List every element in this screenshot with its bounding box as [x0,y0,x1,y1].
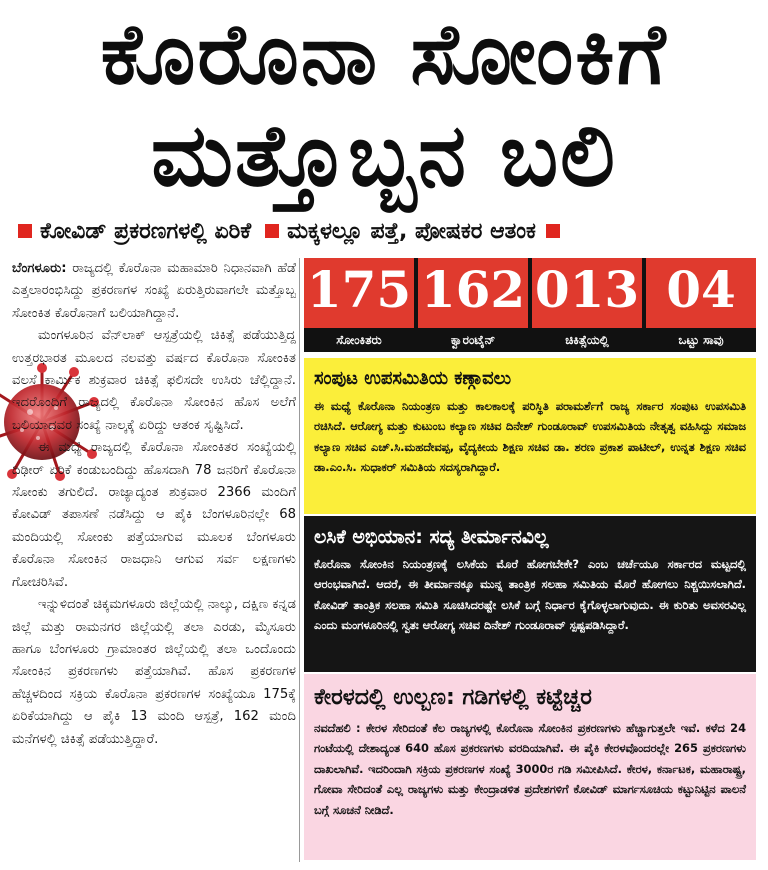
dateline: ಬೆಂಗಳೂರು: [12,261,67,276]
stat-infected [304,258,414,352]
red-square-bullet-icon [265,224,279,238]
box-title: ಲಸಿಕೆ ಅಭಿಯಾನ: ಸದ್ಯ ತೀರ್ಮಾನವಿಲ್ಲ [314,526,549,548]
box-title: ಕೇರಳದಲ್ಲಿ ಉಲ್ಬಣ: ಗಡಿಗಳಲ್ಲಿ ಕಟ್ಟೆಚ್ಚರ [314,685,592,710]
box-text: ನವದೆಹಲಿ : ಕೇರಳ ಸೇರಿದಂತೆ ಕೆಲ ರಾಜ್ಯಗಳಲ್ಲಿ ಕೊರೊನಾ ಸೋಂಕಿನ ಪ್ರಕರಣಗಳು ಹೆಚ್ಚಾಗುತ್ತಲೇ ಇವೆ. ಕಳೆದ 24 ಗಂಟೆಯಲ್ಲಿ ದೇಶಾದ್ಯಂತ 640 ಹೊಸ ಪ್ರಕರಣಗಳು ವರದಿಯಾಗಿವೆ. ಈ ಪೈಕಿ ಕೇರಳವೊಂದರಲ್ಲೇ 265 ಪ್ರಕರಣಗಳು ದಾಖಲಾಗಿವೆ. ಇದರಿಂದಾಗಿ ಸಕ್ರಿಯ ಪ್ರಕರಣಗಳ ಸಂಖ್ಯೆ 3000ರ ಗಡಿ ಸಮೀಪಿಸಿದೆ. ಕೇರಳ, ಕರ್ನಾಟಕ, ಮಹಾರಾಷ್ಟ್ರ, ಗೋವಾ ಸೇರಿದಂತೆ ಎಲ್ಲ ರಾಜ್ಯಗಳು ಮತ್ತು ಕೇಂದ್ರಾಡಳಿತ ಪ್ರದೇಶಗಳಿಗೆ ಕೋವಿಡ್ ಮಾರ್ಗಸೂಚಿಯ ಕಟ್ಟುನಿಟ್ಟಿನ ಪಾಲನೆ ಬಗ್ಗೆ ಸೂಚನೆ ನೀಡಿದೆ. [314,721,746,817]
article-paragraph: ಈ ಮಧ್ಯೆ ರಾಜ್ಯದಲ್ಲಿ ಕೊರೊನಾ ಸೋಂಕಿತರ ಸಂಖ್ಯೆಯಲ್ಲಿ ದಿಢೀರ್ ಏರಿಕೆ ಕಂಡುಬಂದಿದ್ದು ಹೊಸದಾಗಿ 78 ಜನರಿಗೆ ಕೊರೊನಾ ಸೋಂಕು ತಗುಲಿದೆ. ರಾಜ್ಯಾದ್ಯಂತ ಶುಕ್ರವಾರ 2366 ಮಂದಿಗೆ ಕೋವಿಡ್ ತಪಾಸಣೆ ನಡೆಸಿದ್ದು ಆ ಪೈಕಿ ಬೆಂಗಳೂರಿನಲ್ಲೇ 68 ಮಂದಿಯಲ್ಲಿ ಸೋಂಕು ಪತ್ತೆಯಾಗುವ ಮೂಲಕ ಬೆಂಗಳೂರು ಕೊರೊನಾ ಸೋಂಕಿನ ರಾಜಧಾನಿ ಆಗುವ ಸರ್ವ ಲಕ್ಷಣಗಳು ಗೋಚರಿಸಿವೆ. [12,440,296,590]
headline-line-2: ಮತ್ತೊಬ್ಬನ ಬಲಿ [151,106,617,206]
box-text: ಈ ಮಧ್ಯೆ ಕೊರೊನಾ ನಿಯಂತ್ರಣ ಮತ್ತು ಕಾಲಕಾಲಕ್ಕೆ ಪರಿಸ್ಥಿತಿ ಪರಾಮರ್ಶೆಗೆ ರಾಜ್ಯ ಸರ್ಕಾರ ಸಂಪುಟ ಉಪಸಮಿತಿ ರಚಿಸಿದೆ. ಆರೋಗ್ಯ ಮತ್ತು ಕುಟುಂಬ ಕಲ್ಯಾಣ ಸಚಿವ ದಿನೇಶ್ ಗುಂಡೂರಾವ್ ಉಪಸಮಿತಿಯ ನೇತೃತ್ವ ವಹಿಸಿದ್ದು ಸಮಾಜ ಕಲ್ಯಾಣ ಸಚಿವ ಎಚ್.ಸಿ.ಮಹದೇವಪ್ಪ, ವೈದ್ಯಕೀಯ ಶಿಕ್ಷಣ ಸಚಿವ ಡಾ. ಶರಣ ಪ್ರಕಾಶ ಪಾಟೀಲ್, ಉನ್ನತ ಶಿಕ್ಷಣ ಸಚಿವ ಡಾ.ಎಂ.ಸಿ. ಸುಧಾಕರ್ ಸಮಿತಿಯ ಸದಸ್ಯರಾಗಿದ್ದಾರೆ. [314,399,746,475]
stat-quarantine [418,258,528,352]
box-title: ಸಂಪುಟ ಉಪಸಮಿತಿಯ ಕಣ್ಗಾವಲು [314,368,512,389]
red-square-bullet-icon [18,224,32,238]
subhead-1: ಕೋವಿಡ್ ಪ್ರಕರಣಗಳಲ್ಲಿ ಏರಿಕೆ [40,218,252,244]
stat-label: ಚಿಕಿತ್ಸೆಯಲ್ಲಿ [532,328,642,352]
stat-label: ಕ್ವಾರಂಟೈನ್ [418,328,528,352]
stat-label: ಸೋಂಕಿತರು [304,328,414,352]
subheadline-bar [14,213,758,249]
stat-treatment [532,258,642,352]
headline-line-1: ಕೊರೊನಾ ಸೋಂಕಿಗೆ [100,5,668,103]
stat-value: 162 [420,260,526,319]
article-paragraph: ಬೆಂಗಳೂರು: ರಾಜ್ಯದಲ್ಲಿ ಕೊರೊನಾ ಮಹಾಮಾರಿ ನಿಧಾನವಾಗಿ ಹೆಡೆ ಎತ್ತಲಾರಂಭಿಸಿದ್ದು ಪ್ರಕರಣಗಳ ಸಂಖ್ಯೆ ಏರುತ್ತಿರುವಾಗಲೇ ಮತ್ತೊಬ್ಬ ಸೋಂಕಿತ ಕೊರೊನಾಗೆ ಬಲಿಯಾಗಿದ್ದಾನೆ. [12,261,296,321]
main-article [12,258,296,751]
sidebar-box-cabinet-subcommittee [304,358,756,514]
box-text: ಕೊರೊನಾ ಸೋಂಕಿನ ನಿಯಂತ್ರಣಕ್ಕೆ ಲಸಿಕೆಯ ಮೊರೆ ಹೋಗಬೇಕೇ? ಎಂಬ ಚರ್ಚೆಯೂ ಸರ್ಕಾರದ ಮಟ್ಟದಲ್ಲಿ ಆರಂಭವಾಗಿದೆ. ಆದರೆ, ಈ ತೀರ್ಮಾನಕ್ಕೂ ಮುನ್ನ ತಾಂತ್ರಿಕ ಸಲಹಾ ಸಮಿತಿಯ ಮೊರೆ ಹೋಗಲು ನಿಶ್ಚಯಿಸಲಾಗಿದೆ. ಕೋವಿಡ್ ತಾಂತ್ರಿಕ ಸಲಹಾ ಸಮಿತಿ ಸೂಚಿಸಿದರಷ್ಟೇ ಲಸಿಕೆ ಬಗ್ಗೆ ನಿರ್ಧಾರ ಕೈಗೊಳ್ಳಲಾಗುವುದು. ಈ ಕುರಿತು ಅವಸರವಿಲ್ಲ ಎಂದು ಮಂಗಳೂರಿನಲ್ಲಿ ಸ್ವತಃ ಆರೋಗ್ಯ ಸಚಿವ ದಿನೇಶ್ ಗುಂಡೂರಾವ್ ಸ್ಪಷ್ಟಪಡಿಸಿದ್ದಾರೆ. [314,557,746,633]
sidebar-box-kerala-surge [304,674,756,860]
article-paragraph: ಇನ್ನುಳಿದಂತೆ ಚಿಕ್ಕಮಗಳೂರು ಜಿಲ್ಲೆಯಲ್ಲಿ ನಾಲ್ಕು, ದಕ್ಷಿಣ ಕನ್ನಡ ಜಿಲ್ಲೆ ಮತ್ತು ರಾಮನಗರ ಜಿಲ್ಲೆಯಲ್ಲಿ ತಲಾ ಎರಡು, ಮೈಸೂರು ಹಾಗೂ ಬೆಂಗಳೂರು ಗ್ರಾಮಾಂತರ ಜಿಲ್ಲೆಯಲ್ಲಿ ತಲಾ ಒಂದೊಂದು ಸೋಂಕಿನ ಪ್ರಕರಣಗಳು ಪತ್ತೆಯಾಗಿವೆ. ಹೊಸ ಪ್ರಕರಣಗಳ ಹೆಚ್ಚಳದಿಂದ ಸಕ್ರಿಯ ಕೊರೊನಾ ಪ್ರಕರಣಗಳ ಸಂಖ್ಯೆಯೂ 175ಕ್ಕೆ ಏರಿಕೆಯಾಗಿದ್ದು ಆ ಪೈಕಿ 13 ಮಂದಿ ಆಸ್ಪತ್ರೆ, 162 ಮಂದಿ ಮನೆಗಳಲ್ಲಿ ಚಿಕಿತ್ಸೆ ಪಡೆಯುತ್ತಿದ್ದಾರೆ. [12,597,296,747]
stats-strip [304,258,756,352]
stat-label: ಒಟ್ಟು ಸಾವು [646,328,756,352]
stat-value: 013 [534,260,640,319]
red-square-bullet-icon [546,224,560,238]
stat-deaths [646,258,756,352]
stat-value: 175 [306,260,412,319]
subhead-2: ಮಕ್ಕಳಲ್ಲೂ ಪತ್ತೆ, ಪೋಷಕರ ಆತಂಕ [287,218,536,244]
sidebar-box-vaccine-drive [304,516,756,672]
column-divider [299,258,300,862]
stat-value: 04 [666,260,736,319]
article-paragraph: ಮಂಗಳೂರಿನ ವೆನ್‌ಲಾಕ್ ಆಸ್ಪತ್ರೆಯಲ್ಲಿ ಚಿಕಿತ್ಸೆ ಪಡೆಯುತ್ತಿದ್ದ ಉತ್ತರಭಾರತ ಮೂಲದ ನಲವತ್ತು ವರ್ಷದ ಕೊರೊನಾ ಸೋಂಕಿತ ವಲಸೆ ಕಾರ್ಮಿಕ ಶುಕ್ರವಾರ ಚಿಕಿತ್ಸೆ ಫಲಿಸದೇ ಉಸಿರು ಚೆಲ್ಲಿದ್ದಾನೆ. ಇದರೊಂದಿಗೆ ರಾಜ್ಯದಲ್ಲಿ ಕೊರೊನಾ ಸೋಂಕಿನ ಹೊಸ ಅಲೆಗೆ ಬಲಿಯಾದವರ ಸಂಖ್ಯೆ ನಾಲ್ಕಕ್ಕೆ ಏರಿದ್ದು ಆತಂಕ ಸೃಷ್ಟಿಸಿದೆ. [12,328,296,433]
